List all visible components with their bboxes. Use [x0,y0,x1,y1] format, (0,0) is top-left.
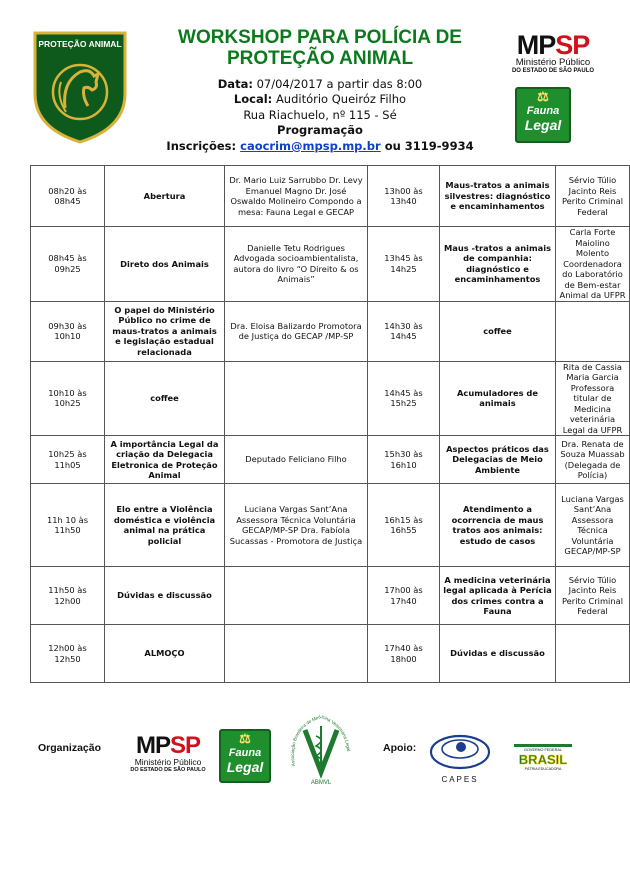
speaker-cell: Sérvio Túlio Jacinto Reis Perito Criminal Federal [556,166,630,227]
activity-cell: Aspectos práticos das Delegacias de Meio Ambiente [440,436,556,484]
local-line [150,92,490,107]
time-cell: 16h15 às 16h55 [368,484,440,567]
scales-icon: ⚖ [537,89,549,104]
speaker-cell [556,625,630,683]
time-cell: 11h 10 às 11h50 [31,484,105,567]
mpsp-sp: SP [555,30,590,60]
activity-cell: Dúvidas e discussão [105,567,225,625]
mpsp-wordmark [498,32,608,58]
table-row [31,361,630,436]
table-row [31,567,630,625]
brasil-top-text: GOVERNO FEDERAL [524,748,562,752]
activity-cell: A importância Legal da criação da Delegacia Eletronica de Proteção Animal [105,436,225,484]
mpsp-wordmark-footer [118,734,218,758]
local-label: Local: [233,92,273,107]
inscricoes-line [150,139,490,154]
capes-logo [428,722,492,788]
date-line [150,77,490,92]
scales-icon: ⚖ [239,731,251,746]
time-cell: 08h20 às 08h45 [31,166,105,227]
mpsp-mp-footer: MP [135,732,170,759]
brasil-logo [514,744,572,772]
date-label: Data: [217,77,253,91]
activity-cell: coffee [440,301,556,361]
time-cell: 13h45 às 14h25 [368,227,440,302]
speaker-cell: Carla Forte Maiolino Molento Coordenadora do Laboratório de Bem-estar Animal da UFPR [556,227,630,302]
event-info [150,77,490,154]
time-cell: 14h30 às 14h45 [368,301,440,361]
table-row [31,625,630,683]
mpsp-line1-footer: Ministério Público [134,757,202,767]
speaker-cell: Sérvio Túlio Jacinto Reis Perito Criminal Federal [556,567,630,625]
legal-word: Legal [524,117,562,133]
speaker-cell: Dra. Renata de Souza Muassab (Delegada de Polícia) [556,436,630,484]
time-cell: 08h45 às 09h25 [31,227,105,302]
capes-text: CAPES [441,775,479,784]
speaker-cell: Dra. Eloisa Balizardo Promotora de Justiça do GECAP /MP-SP [225,301,368,361]
activity-cell: coffee [105,361,225,436]
time-cell: 17h00 às 17h40 [368,567,440,625]
mpsp-line2: DO ESTADO DE SÃO PAULO [511,68,595,74]
speaker-cell: Luciana Vargas Sant’Ana Assessora Técnica Voluntária GECAP/MP-SP [556,484,630,567]
programacao-heading: Programação [277,123,363,138]
badge-text: PROTEÇÃO ANIMAL [38,39,122,49]
activity-cell: Atendimento a ocorrencia de maus tratos aos animais: estudo de casos [440,484,556,567]
brasil-sub-text: PÁTRIA EDUCADORA [524,767,562,771]
inscricoes-label: Inscrições: [166,138,237,153]
speaker-cell: Deputado Feliciano Filho [225,436,368,484]
fauna-word: Fauna [526,105,560,117]
activity-cell: Direto dos Animais [105,227,225,302]
time-cell: 10h10 às 10h25 [31,361,105,436]
time-cell: 17h40 às 18h00 [368,625,440,683]
time-cell: 11h50 às 12h00 [31,567,105,625]
local-value: Auditório Queiróz Filho [275,92,407,107]
activity-cell: A medicina veterinária legal aplicada à Perícia dos crimes contra a Fauna [440,567,556,625]
table-row [31,301,630,361]
mpsp-mp: MP [516,30,556,60]
title-line-1: WORKSHOP PARA POLÍCIA DE [178,27,462,48]
organizacao-label: Organização [38,742,102,754]
schedule-table [30,165,630,683]
legal-word-footer: Legal [226,759,264,775]
time-cell: 09h30 às 10h10 [31,301,105,361]
email-link[interactable]: caocrim@mpsp.mp.br [240,138,381,153]
activity-cell: Abertura [105,166,225,227]
fauna-word-footer: Fauna [228,747,262,759]
time-cell: 12h00 às 12h50 [31,625,105,683]
address: Rua Riachuelo, nº 115 - Sé [243,107,397,122]
activity-cell: Maus-tratos a animais silvestres: diagnóstico e encaminhamentos [440,166,556,227]
activity-cell: Maus -tratos a animais de companhia: diagnóstico e encaminhamentos [440,227,556,302]
activity-cell: Dúvidas e discussão [440,625,556,683]
abmvl-abbr: ABMVL [310,780,332,786]
page-title [150,27,490,69]
table-row [31,227,630,302]
speaker-cell [556,301,630,361]
brasil-text: BRASIL [518,752,568,767]
fauna-legal-logo-footer [219,729,271,783]
activity-cell: Acumuladores de animais [440,361,556,436]
title-line-2: PROTEÇÃO ANIMAL [226,48,414,69]
table-row [31,436,630,484]
mpsp-logo [498,32,608,75]
table-row [31,166,630,227]
activity-cell: O papel do Ministério Público no crime de maus-tratos a animais e legislação estadual relacionada [105,301,225,361]
speaker-cell [225,567,368,625]
apoio-label: Apoio: [383,742,417,754]
speaker-cell [225,625,368,683]
speaker-cell: Dr. Mario Luiz Sarrubbo Dr. Levy Emanuel Magno Dr. José Oswaldo Molineiro Compondo a mesa: Fauna Legal e GECAP [225,166,368,227]
phone-text: ou 3119-9934 [380,138,474,153]
fauna-legal-logo [515,87,571,143]
activity-cell: ALMOÇO [105,625,225,683]
mpsp-sp-footer: SP [169,732,200,759]
time-cell: 13h00 às 13h40 [368,166,440,227]
mpsp-line1: Ministério Público [515,57,591,68]
time-cell: 14h45 às 15h25 [368,361,440,436]
mpsp-line2-footer: DO ESTADO DE SÃO PAULO [130,767,206,773]
time-cell: 15h30 às 16h10 [368,436,440,484]
time-cell: 10h25 às 11h05 [31,436,105,484]
speaker-cell: Luciana Vargas Sant’Ana Assessora Técnica Voluntária GECAP/MP-SP Dra. Fabíola Sucassas - Promotora de Justiça [225,484,368,567]
mpsp-logo-footer [118,734,218,773]
abmvl-arc-text: Associação Brasileira de Medicina Veterinária Legal [290,714,352,767]
table-row [31,484,630,567]
activity-cell: Elo entre a Violência doméstica e violência animal na prática policial [105,484,225,567]
abmvl-logo [285,708,357,788]
speaker-cell: Danielle Tetu Rodrigues Advogada socioambientalista, autora do livro “O Direito & os Animais” [225,227,368,302]
date-value: 07/04/2017 a partir das 8:00 [256,77,423,91]
protecao-animal-badge [32,30,128,144]
speaker-cell [225,361,368,436]
speaker-cell: Rita de Cassia Maria Garcia Professora titular de Medicina veterinária Legal da UFPR [556,361,630,436]
